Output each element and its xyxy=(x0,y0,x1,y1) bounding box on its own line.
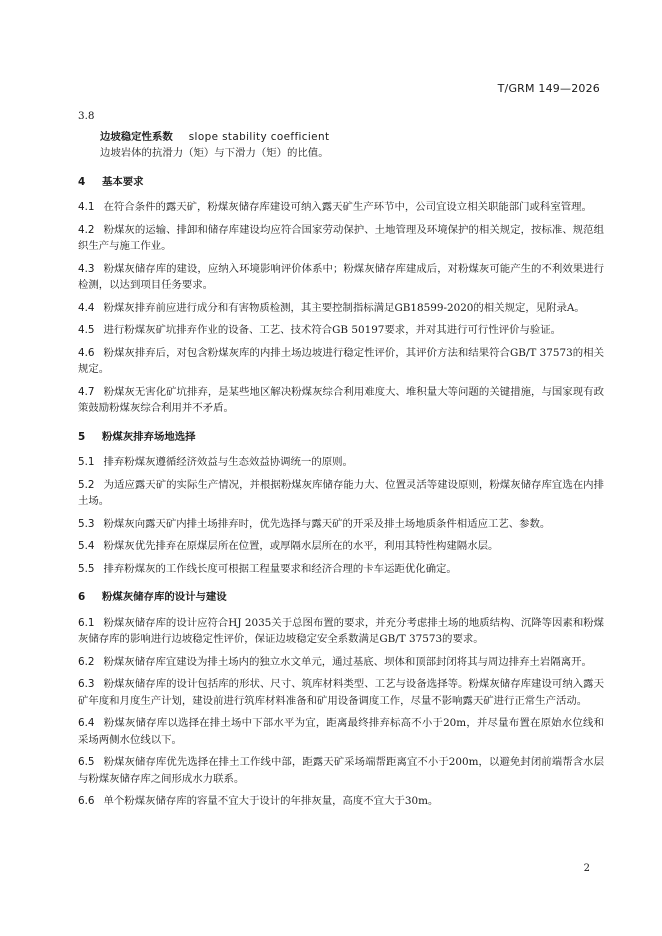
clause-paragraph xyxy=(78,538,604,555)
section-heading xyxy=(78,589,604,606)
clause-number: 4.4 xyxy=(78,301,95,314)
clause-number: 6.6 xyxy=(78,795,95,807)
page-number: 2 xyxy=(583,863,590,874)
clause-number: 6.5 xyxy=(78,756,95,768)
clause-paragraph xyxy=(78,384,604,417)
clause-text: 粉煤灰储存库的设计包括库的形状、尺寸、筑库材料类型、工艺与设备选择等。粉煤灰储存库建设可纳入露天矿年度和月度生产计划，建设前进行筑库材料准备和矿用设备调度工作，尽量不影响露天矿进行正常生产活动。 xyxy=(78,678,604,707)
clause-number: 5.5 xyxy=(78,562,95,575)
clause-paragraph xyxy=(78,222,604,255)
clause-number: 5.4 xyxy=(78,540,95,552)
clause-text: 粉煤灰储存库的建设，应纳入环境影响评价体系中；粉煤灰储存库建成后，对粉煤灰可能产生的不利效果进行检测，以达到项目任务要求。 xyxy=(78,262,604,291)
clause-number: 5.2 xyxy=(78,478,95,491)
clause-number: 5.1 xyxy=(78,456,95,468)
document-id-header: T/GRM 149—2026 xyxy=(497,82,600,95)
clause-number: 4.6 xyxy=(78,346,95,359)
clause-text: 单个粉煤灰储存库的容量不宜大于设计的年排灰量，高度不宜大于30m。 xyxy=(103,795,439,807)
clause-text: 粉煤灰储存库的设计应符合HJ 2035关于总图布置的要求，并充分考虑排土场的地质结构、沉降等因素和粉煤灰储存库的影响进行边坡稳定性评价，保证边坡稳定安全系数满足GB/T 37573的要求。 xyxy=(78,616,604,645)
clause-text: 粉煤灰优先排弃在原煤层所在位置，或厚隔水层所在的水平，利用其特性构建隔水层。 xyxy=(103,540,499,552)
clause-number: 4.5 xyxy=(78,324,95,336)
term-number: 3.8 xyxy=(78,110,95,122)
clause-number: 6.4 xyxy=(78,717,95,729)
section-number: 4 xyxy=(78,175,86,188)
term-definition: 边坡岩体的抗滑力（矩）与下滑力（矩）的比值。 xyxy=(100,147,329,159)
document-body xyxy=(78,108,604,816)
clause-paragraph xyxy=(78,261,604,294)
clause-number: 5.3 xyxy=(78,517,95,530)
clause-text: 粉煤灰储存库优先选择在排土工作线中部，距露天矿采场端帮距离宜不小于200m，以避免封闭前端帮含水层与粉煤灰储存库之间形成水力联系。 xyxy=(78,756,604,785)
clause-paragraph xyxy=(78,199,604,216)
term-title-cn: 边坡稳定性系数 xyxy=(100,130,173,143)
clause-number: 4.3 xyxy=(78,262,95,275)
clause-paragraph xyxy=(78,754,604,787)
clause-paragraph xyxy=(78,300,604,317)
clause-paragraph xyxy=(78,345,604,378)
clause-text: 粉煤灰的运输、排卸和储存库建设均应符合国家劳动保护、土地管理及环境保护的相关规定，按标准、规范组织生产与施工作业。 xyxy=(78,223,604,252)
clause-number: 4.1 xyxy=(78,201,95,213)
clause-paragraph xyxy=(78,516,604,533)
clause-text: 粉煤灰排弃前应进行成分和有害物质检测，其主要控制指标满足GB18599-2020的相关规定，见附录A。 xyxy=(103,301,585,314)
section-number: 6 xyxy=(78,591,86,603)
clause-number: 6.2 xyxy=(78,655,95,668)
sections-container xyxy=(78,174,604,810)
section-heading xyxy=(78,174,604,191)
clause-paragraph xyxy=(78,715,604,748)
term-entry xyxy=(78,108,604,162)
section-heading xyxy=(78,429,604,446)
clause-text: 粉煤灰储存库以选择在排土场中下部水平为宜，距离最终排弃标高不小于20m，并尽量布置在原始水位线和采场两侧水位线以下。 xyxy=(78,717,604,746)
clause-paragraph xyxy=(78,322,604,339)
clause-paragraph xyxy=(78,615,604,648)
section-title: 粉煤灰排弃场地选择 xyxy=(102,430,196,443)
clause-text: 排弃粉煤灰的工作线长度可根据工程量要求和经济合理的卡车运距优化确定。 xyxy=(103,562,457,575)
clause-text: 进行粉煤灰矿坑排弃作业的设备、工艺、技术符合GB 50197要求，并对其进行可行性评价与验证。 xyxy=(103,324,562,336)
clause-text: 粉煤灰排弃后，对包含粉煤灰库的内排土场边坡进行稳定性评价，其评价方法和结果符合GB/T 37573的相关规定。 xyxy=(78,346,604,375)
clause-text: 为适应露天矿的实际生产情况，并根据粉煤灰库储存能力大、位置灵活等建设原则，粉煤灰储存库宜选在内排土场。 xyxy=(78,478,604,507)
term-title-en: slope stability coefficient xyxy=(188,130,330,143)
clause-text: 排弃粉煤灰遵循经济效益与生态效益协调统一的原则。 xyxy=(103,456,353,468)
clause-text: 粉煤灰无害化矿坑排弃，是某些地区解决粉煤灰综合利用难度大、堆积量大等问题的关键措施，与国家现有政策鼓励粉煤灰综合利用并不矛盾。 xyxy=(78,385,604,414)
clause-paragraph xyxy=(78,561,604,578)
clause-number: 6.3 xyxy=(78,678,95,690)
clause-paragraph xyxy=(78,654,604,671)
clause-paragraph xyxy=(78,477,604,510)
clause-number: 4.7 xyxy=(78,385,95,398)
section-title: 基本要求 xyxy=(102,175,144,188)
clause-text: 粉煤灰向露天矿内排土场排弃时，优先选择与露天矿的开采及排土场地质条件相适应工艺、参数。 xyxy=(103,517,551,530)
clause-number: 4.2 xyxy=(78,223,95,236)
clause-paragraph xyxy=(78,793,604,810)
clause-text: 在符合条件的露天矿，粉煤灰储存库建设可纳入露天矿生产环节中，公司宜设立相关职能部门或科室管理。 xyxy=(103,201,592,213)
clause-text: 粉煤灰储存库宜建设为排土场内的独立水文单元，通过基底、坝体和顶部封闭将其与周边排弃土岩隔离开。 xyxy=(103,655,592,668)
clause-paragraph xyxy=(78,676,604,709)
section-title: 粉煤灰储存库的设计与建设 xyxy=(102,591,227,603)
section-number: 5 xyxy=(78,430,86,443)
term-title xyxy=(78,129,604,146)
clause-number: 6.1 xyxy=(78,616,95,629)
clause-paragraph xyxy=(78,454,604,471)
